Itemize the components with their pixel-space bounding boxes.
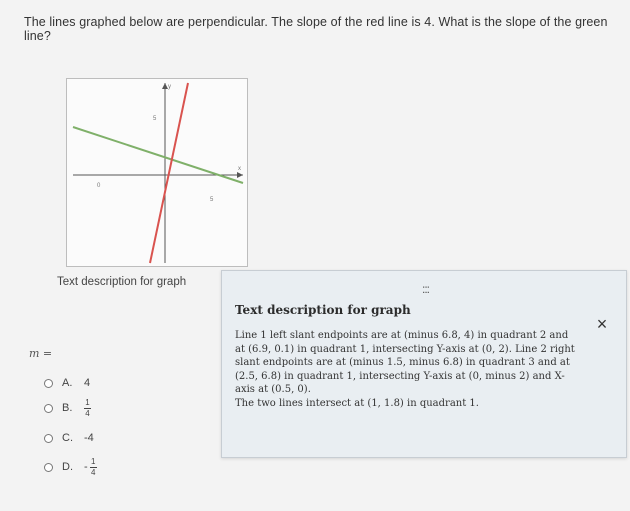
close-icon[interactable]: × xyxy=(596,314,608,334)
choice-b-letter: B. xyxy=(62,402,73,414)
popup-title: Text description for graph xyxy=(235,303,411,317)
choice-d-numerator: 1 xyxy=(90,456,96,466)
radio-b[interactable] xyxy=(44,404,53,413)
x-axis-arrow xyxy=(237,172,243,178)
choice-b-fraction xyxy=(84,399,91,418)
popup-body xyxy=(235,329,580,410)
choice-b[interactable] xyxy=(44,397,164,419)
choice-d-letter: D. xyxy=(62,461,73,473)
graph xyxy=(66,78,248,267)
drag-handle-icon[interactable]: ::: xyxy=(422,282,430,296)
radio-a[interactable] xyxy=(44,379,53,388)
tick-label-right: 5 xyxy=(210,197,214,203)
choice-a[interactable] xyxy=(44,372,164,394)
choice-a-letter: A. xyxy=(62,377,73,389)
radio-d[interactable] xyxy=(44,463,53,472)
graph-description-popup xyxy=(221,270,627,458)
popup-paragraph-2: The two lines intersect at (1, 1.8) in quadrant 1. xyxy=(235,397,479,409)
choice-d-sign: - xyxy=(84,461,88,473)
tick-label-left: 0 xyxy=(97,183,101,189)
choice-d-fraction xyxy=(90,458,97,477)
popup-paragraph-1: Line 1 left slant endpoints are at (minus 6.8, 4) in quadrant 2 and at (6.9, 0.1) in quadrant 1, intersecting Y-axis at (0, 2). Line 2 right slant endpoints are at (minus 1.5, minus 6.8) in quadrant 3 and at (2.5, 6.8) in quadrant 1, intersecting Y-axis at (0, minus 2) and X-axis at (0.5, 0). xyxy=(235,330,575,395)
choice-d[interactable] xyxy=(44,456,164,478)
y-axis-label: y xyxy=(168,84,171,90)
question-text: The lines graphed below are perpendicular. The slope of the red line is 4. What is the slope of the green line? xyxy=(24,15,608,43)
choice-c[interactable] xyxy=(44,427,164,449)
answer-label: m = xyxy=(29,347,53,360)
choice-a-value: 4 xyxy=(84,377,91,389)
choice-d-value xyxy=(84,458,97,477)
choice-b-numerator: 1 xyxy=(85,397,90,407)
red-line xyxy=(150,83,188,263)
choice-b-denominator: 4 xyxy=(85,408,90,418)
choice-c-value: -4 xyxy=(84,432,94,444)
choice-c-letter: C. xyxy=(62,432,73,444)
x-axis-label: x xyxy=(238,166,241,172)
graph-svg xyxy=(67,79,247,266)
tick-label-top: 5 xyxy=(153,116,157,122)
choice-d-denominator: 4 xyxy=(90,467,96,477)
radio-c[interactable] xyxy=(44,434,53,443)
text-description-link[interactable]: Text description for graph xyxy=(57,276,187,288)
